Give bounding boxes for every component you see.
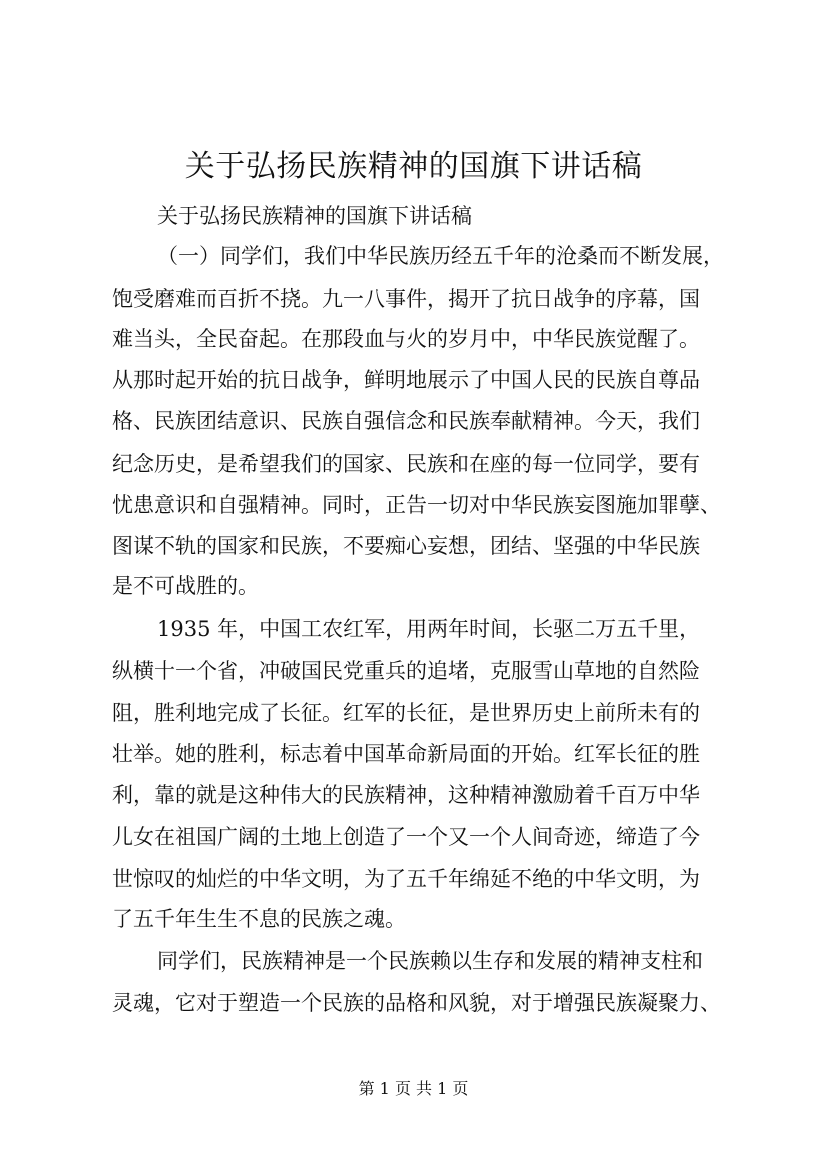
body-line: 难当头，全民奋起。在那段血与火的岁月中，中华民族觉醒了。 [112, 327, 700, 351]
body-line: 世惊叹的灿烂的中华文明，为了五千年绵延不绝的中华文明，为 [112, 867, 700, 891]
body-line: 壮举。她的胜利，标志着中国革命新局面的开始。红军长征的胜 [112, 742, 700, 766]
page-footer: 第 1 页 共 1 页 [358, 1079, 469, 1098]
body-line: 是不可战胜的。 [112, 574, 259, 598]
body-line: 忧患意识和自强精神。同时，正告一切对中华民族妄图施加罪孽、 [112, 493, 721, 517]
body-line: 饱受磨难而百折不挠。九一八事件，揭开了抗日战争的序幕，国 [112, 287, 700, 311]
body-line: 纵横十一个省，冲破国民党重兵的追堵，克服雪山草地的自然险 [112, 659, 700, 683]
body-line: 儿女在祖国广阔的土地上创造了一个又一个人间奇迹，缔造了今 [112, 825, 700, 849]
subtitle-line: 关于弘扬民族精神的国旗下讲话稿 [157, 204, 472, 228]
body-line: 从那时起开始的抗日战争，鲜明地展示了中国人民的民族自尊品 [112, 368, 700, 392]
document-title: 关于弘扬民族精神的国旗下讲话稿 [184, 149, 643, 184]
body-line: 利，靠的就是这种伟大的民族精神，这种精神激励着千百万中华 [112, 783, 700, 807]
body-line: 1935 年，中国工农红军，用两年时间，长驱二万五千里， [157, 617, 701, 641]
body-line: 阻，胜利地完成了长征。红军的长征，是世界历史上前所未有的 [112, 701, 700, 725]
body-line: 纪念历史，是希望我们的国家、民族和在座的每一位同学，要有 [112, 452, 700, 476]
body-line: 格、民族团结意识、民族自强信念和民族奉献精神。今天，我们 [112, 409, 700, 433]
body-line: 图谋不轨的国家和民族，不要痴心妄想，团结、坚强的中华民族 [112, 534, 700, 558]
body-line: 了五千年生生不息的民族之魂。 [112, 907, 406, 931]
body-line: 同学们，民族精神是一个民族赖以生存和发展的精神支柱和 [157, 949, 703, 973]
body-line: 灵魂，它对于塑造一个民族的品格和风貌，对于增强民族凝聚力、 [112, 991, 721, 1015]
body-line: （一）同学们，我们中华民族历经五千年的沧桑而不断发展， [157, 244, 724, 268]
